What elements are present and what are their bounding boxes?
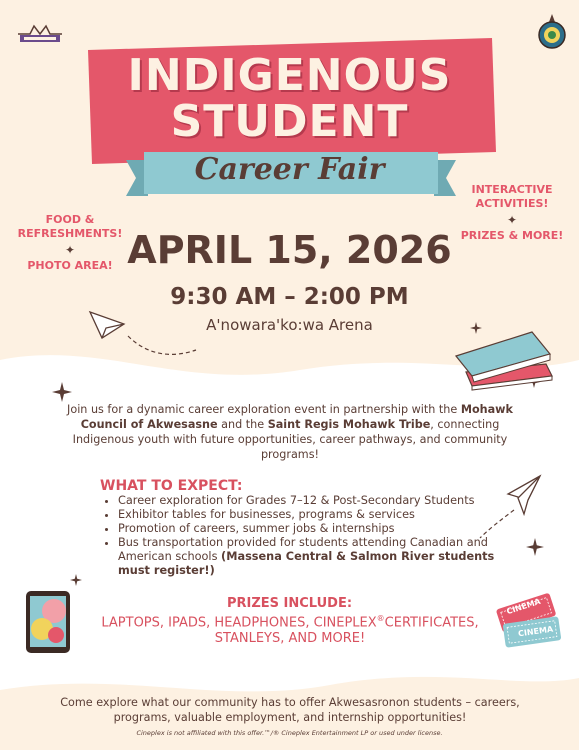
saint-regis-tribe-seal (535, 12, 569, 50)
disclaimer-text: Cineplex is not affiliated with this offer.™/® Cineplex Entertainment LP or used under license. (136, 729, 443, 737)
list-item (118, 536, 518, 578)
sparkle-icon: ✦ (64, 243, 76, 257)
ticket-label: CINEMA (517, 624, 554, 639)
event-venue: A'nowara'ko:wa Arena (206, 316, 373, 334)
sparkle-icon (52, 382, 72, 402)
sparkle-icon: ✦ (506, 213, 518, 227)
prizes-text: CERTIFICATES, STANLEYS, AND MORE! (214, 615, 479, 647)
ticket-label: CINEMA (505, 596, 542, 617)
food-refreshments-label: FOOD & REFRESHMENTS! (17, 213, 123, 240)
interactive-activities-label: INTERACTIVE ACTIVITIES! (471, 183, 553, 210)
prizes-heading: PRIZES INCLUDE: (226, 596, 353, 611)
cinema-tickets-icon (492, 588, 564, 654)
sparkle-icon (70, 574, 82, 586)
title-line-1: INDIGENOUS (127, 50, 452, 101)
paper-plane-icon (88, 306, 198, 366)
prizes-more-label: PRIZES & MORE! (460, 229, 564, 242)
intro-text: , connecting Indigenous youth with future opportunities, career pathways, and community programs! (72, 418, 508, 461)
list-item: • Career exploration for Grades 7–12 & Post-Secondary Students (118, 494, 518, 508)
list-item: • Exhibitor tables for businesses, programs & services (118, 508, 518, 522)
mohawk-council-logo (16, 22, 64, 44)
intro-text: and the (217, 418, 268, 431)
bus-item-note: (Massena Central & Salmon River students must register!) (118, 550, 495, 577)
prizes-list (90, 611, 490, 647)
subtitle-career-fair: Career Fair (194, 152, 385, 187)
registered-mark: ® (376, 614, 385, 623)
org-saint-regis-tribe: Saint Regis Mohawk Tribe (267, 418, 431, 431)
intro-text: Join us for a dynamic career exploration event in partnership with the (67, 403, 461, 416)
org-mohawk-council: Mohawk Council of Akwesasne (80, 403, 513, 431)
event-time: 9:30 AM – 2:00 PM (170, 284, 409, 310)
intro-paragraph (60, 402, 520, 462)
list-item: • Promotion of careers, summer jobs & internships (118, 522, 518, 536)
paper-plane-icon (478, 474, 558, 544)
prizes-text: LAPTOPS, IPADS, HEADPHONES, CINEPLEX (101, 615, 377, 631)
bus-item-text: Bus transportation provided for students attending Canadian and American schools (118, 536, 488, 563)
photo-area-label: PHOTO AREA! (27, 259, 113, 272)
expect-list (104, 494, 518, 578)
event-date: APRIL 15, 2026 (127, 228, 452, 272)
footer-text: Come explore what our community has to offer Akwesasronon students – careers, programs, valuable employment, and internship opportunities! (60, 696, 520, 724)
books-icon (452, 326, 562, 392)
what-to-expect-heading: WHAT TO EXPECT: (100, 478, 243, 494)
title-line-2: STUDENT (170, 96, 409, 147)
